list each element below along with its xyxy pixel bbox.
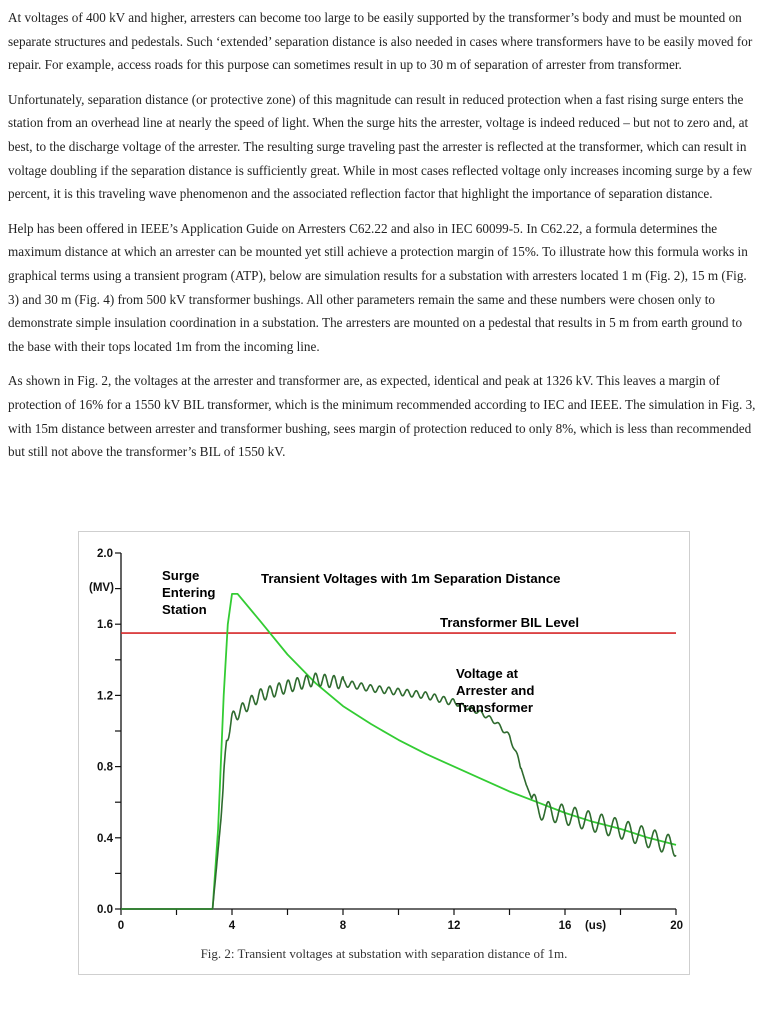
- surge-label-line-1: Surge: [162, 568, 200, 583]
- arrester-label-line-1: Voltage at: [456, 666, 519, 681]
- figure-2: [78, 531, 690, 975]
- series-surge-entering-station: [121, 594, 676, 909]
- y-tick-label: 0.0: [97, 904, 113, 916]
- surge-label-line-2: Entering: [162, 585, 216, 600]
- paragraph-3: Help has been offered in IEEE’s Application Guide on Arresters C62.22 and also in IEC 60099-5. In C62.22, a formula determines the maximum distance at which an arrester can be mounted yet still achieve a protection margin of 15%. To illustrate how this formula works in graphical terms using a transient program (ATP), below are simulation results for a substation with arresters located 1 m (Fig. 2), 15 m (Fig. 3) and 30 m (Fig. 4) from 500 kV transformer bushings. All other parameters remain the same and these numbers were chosen only to demonstrate simple insulation coordination in a substation. The arresters are mounted on a pedestal that results in 5 m from earth ground to the base with their tops located 1m from the incoming line.: [8, 220, 748, 354]
- y-axis-label: (MV): [89, 581, 114, 594]
- x-tick-label: 8: [339, 920, 347, 932]
- x-tick-label: 12: [447, 920, 461, 932]
- paragraph-4: As shown in Fig. 2, the voltages at the arrester and transformer are, as expected, identical and peak at 1326 kV. This leaves a margin of protection of 16% for a 1550 kV BIL transformer, which is the minimum recommended according to IEC and IEEE. The simulation in Fig. 3, with 15m distance between arrester and transformer bushing, sees margin of protection reduced to only 8%, which is less than recommended but still not above the transformer’s BIL of 1550 kV.: [8, 373, 756, 460]
- x-tick-label: 16: [558, 920, 572, 932]
- transient-voltage-chart: [79, 532, 691, 942]
- x-tick-label: 20: [670, 920, 683, 932]
- chart-title: Transient Voltages with 1m Separation Distance: [261, 571, 561, 586]
- y-tick-label: 0.8: [97, 761, 113, 774]
- paragraph-2: Unfortunately, separation distance (or protective zone) of this magnitude can result in reduced protection when a fast rising surge enters the station from an overhead line at nearly the speed of light. When the surge hits the arrester, voltage is indeed reduced – but not to zero and, at best, to the discharge voltage of the arrester. The resulting surge traveling past the arrester is reflected at the transformer, which can result in voltage doubling if the separation distance is sufficiently great. While in most cases reflected voltage only increases incoming surge by a few percent, it is this traveling wave phenomenon and the associated reflection factor that highlight the importance of separation distance.: [8, 91, 753, 202]
- arrester-label-line-2: Arrester and: [456, 683, 535, 698]
- article-body: [8, 6, 760, 475]
- chart-marks: [121, 594, 676, 909]
- x-tick-label: 0: [117, 920, 125, 932]
- y-tick-label: 2.0: [97, 548, 113, 560]
- arrester-label-line-3: Transformer: [456, 700, 533, 715]
- x-tick-label: 4: [228, 920, 236, 932]
- y-tick-label: 1.6: [97, 619, 113, 632]
- bil-level-label: Transformer BIL Level: [440, 615, 580, 630]
- y-tick-label: 1.2: [97, 690, 113, 703]
- x-axis-label: (us): [584, 920, 607, 932]
- paragraph-1: At voltages of 400 kV and higher, arresters can become too large to be easily supported by the transformer’s body and must be mounted on separate structures and pedestals. Such ‘extended’ separation distance is also needed in cases where transformers have to be easily moved for repair. For example, access roads for this purpose can sometimes result in up to 30 m of separation of arrester from transformer.: [8, 10, 753, 73]
- y-tick-label: 0.4: [97, 832, 113, 845]
- surge-label-line-3: Station: [162, 602, 207, 617]
- series-voltage-at-arrester-and-transformer: [121, 673, 676, 909]
- figure-caption: Fig. 2: Transient voltages at substation with separation distance of 1m.: [200, 946, 568, 961]
